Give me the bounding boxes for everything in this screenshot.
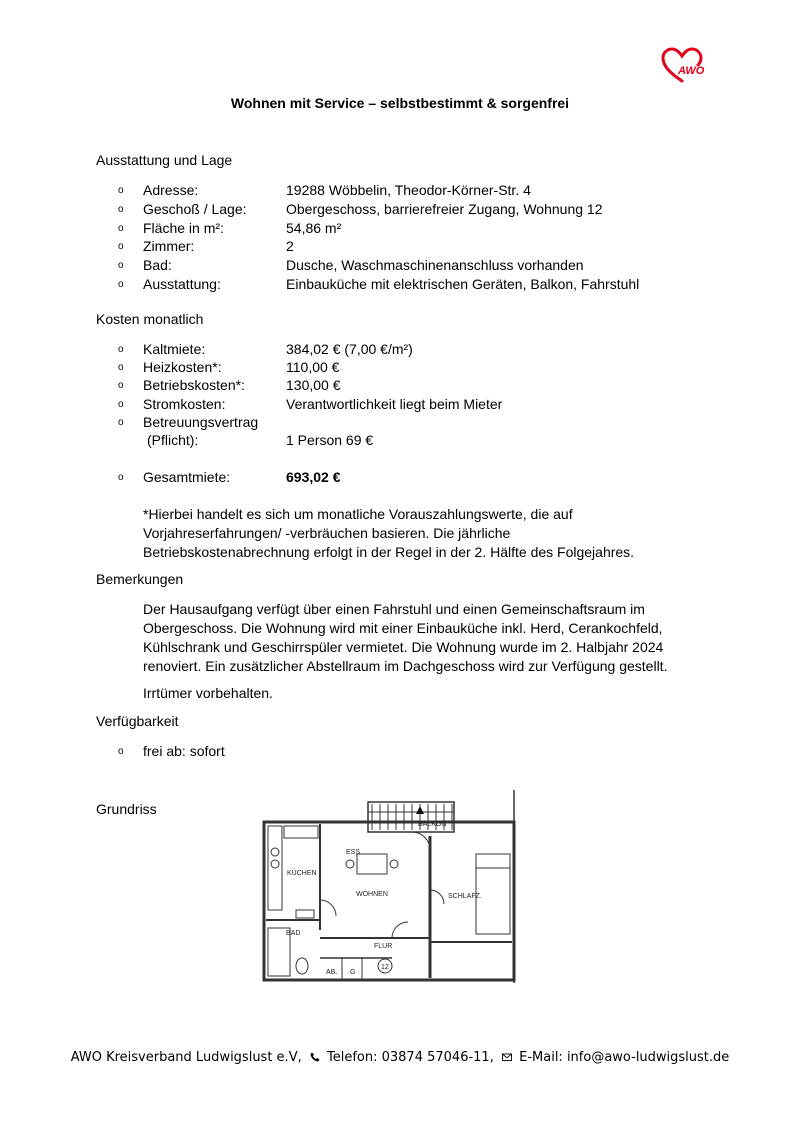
section-heading-verfuegbarkeit: Verfügbarkeit [96,713,179,729]
room-label: SCHLAFZ. [448,893,482,900]
footer-email[interactable]: E-Mail: info@awo-ludwigslust.de [519,1050,730,1065]
list-item [0,341,800,359]
list-item [0,377,800,395]
list-item-total [0,469,800,487]
footer [0,1050,800,1065]
item-label: Adresse: [143,182,199,198]
room-label: WOHNEN [356,891,388,898]
list-item [0,238,800,256]
list-item [0,257,800,275]
floor-plan [262,790,526,983]
section-heading-kosten: Kosten monatlich [96,311,204,327]
list-item [0,220,800,238]
list-item-continuation [0,432,800,450]
room-label: FLUR [374,943,393,950]
section-heading-ausstattung: Ausstattung und Lage [96,152,233,168]
list-item [0,201,800,219]
room-label: KÜCHEN [287,870,317,877]
mail-icon [502,1052,512,1062]
bullet-icon: o [118,223,124,234]
item-label: Betreuungsvertrag [143,414,259,430]
bullet-icon: o [118,362,124,373]
bullet-icon: o [118,260,124,271]
bullet-icon: o [118,399,124,410]
room-label: G [350,969,356,976]
item-label: Zimmer: [143,238,195,254]
list-item [0,359,800,377]
section-heading-grundriss: Grundriss [96,801,157,817]
item-value: 19288 Wöbbelin, Theodor-Körner-Str. 4 [286,182,531,198]
item-label: Betriebskosten*: [143,377,245,393]
footnote-line: *Hierbei handelt es sich um monatliche Vorauszahlungswerte, die auf [143,506,573,522]
item-value: 1 Person 69 € [286,432,374,448]
footer-phone: Telefon: 03874 57046-11, [327,1050,494,1065]
item-label: Geschoß / Lage: [143,201,247,217]
bullet-icon: o [118,746,124,757]
bullet-icon: o [118,185,124,196]
awo-logo [660,47,705,85]
disclaimer: Irrtümer vorbehalten. [143,685,273,701]
footnote [143,505,683,562]
item-label: Bad: [143,257,172,273]
total-value: 693,02 € [286,469,341,485]
footnote-line: Vorjahreserfahrungen/ -verbräuchen basieren. Die jährliche [143,525,511,541]
list-item [0,182,800,200]
item-value: 384,02 € (7,00 €/m²) [286,341,413,357]
remarks-paragraph [143,600,683,676]
list-item [0,743,800,761]
item-label: (Pflicht): [147,432,199,448]
bullet-icon: o [118,344,124,355]
page-title: Wohnen mit Service – selbstbestimmt & sorgenfrei [230,95,570,111]
item-value: Obergeschoss, barrierefreier Zugang, Wohnung 12 [286,201,603,217]
item-value: 54,86 m² [286,220,342,236]
item-value: 130,00 € [286,377,341,393]
room-label: ESS [346,849,361,856]
bullet-icon: o [118,279,124,290]
item-value: 2 [286,238,294,254]
item-value: 110,00 € [286,359,340,375]
item-label: Fläche in m²: [143,220,224,236]
item-label: frei ab: sofort [143,743,225,759]
item-label: Ausstattung: [143,276,221,292]
item-value: Einbauküche mit elektrischen Geräten, Balkon, Fahrstuhl [286,276,640,292]
item-value: Dusche, Waschmaschinenanschluss vorhanden [286,257,584,273]
logo-text: AWO [678,65,705,77]
remarks-line: Kühlschrank und Geschirrspüler vermietet. Die Wohnung wurde im 2. Halbjahr 2024 [143,639,664,655]
list-item [0,396,800,414]
room-label: BALKON [418,821,447,828]
bullet-icon: o [118,241,124,252]
item-value: Verantwortlichkeit liegt beim Mieter [286,396,503,412]
bullet-icon: o [118,204,124,215]
bullet-icon: o [118,417,124,428]
item-label: Stromkosten: [143,396,226,412]
bullet-icon: o [118,380,124,391]
room-label: 12 [381,964,389,971]
footnote-line: Betriebskostenabrechnung erfolgt in der Regel in der 2. Hälfte des Folgejahres. [143,544,635,560]
room-label: BAD [286,930,301,937]
room-label: AB. [326,969,338,976]
remarks-line: Der Hausaufgang verfügt über einen Fahrstuhl und einen Gemeinschaftsraum im [143,601,645,617]
footer-org: AWO Kreisverband Ludwigslust e.V, [70,1050,302,1065]
bullet-icon: o [118,472,124,483]
section-heading-bemerkungen: Bemerkungen [96,571,184,587]
item-label: Kaltmiete: [143,341,206,357]
phone-icon [310,1052,320,1062]
list-item [0,276,800,294]
remarks-line: Obergeschoss. Die Wohnung wird mit einer Einbauküche inkl. Herd, Cerankochfeld, [143,620,663,636]
list-item [0,414,800,432]
total-label: Gesamtmiete: [143,469,231,485]
item-label: Heizkosten*: [143,359,222,375]
remarks-line: renoviert. Ein zusätzlicher Abstellraum im Dachgeschoss wird zur Verfügung gestellt. [143,658,668,674]
